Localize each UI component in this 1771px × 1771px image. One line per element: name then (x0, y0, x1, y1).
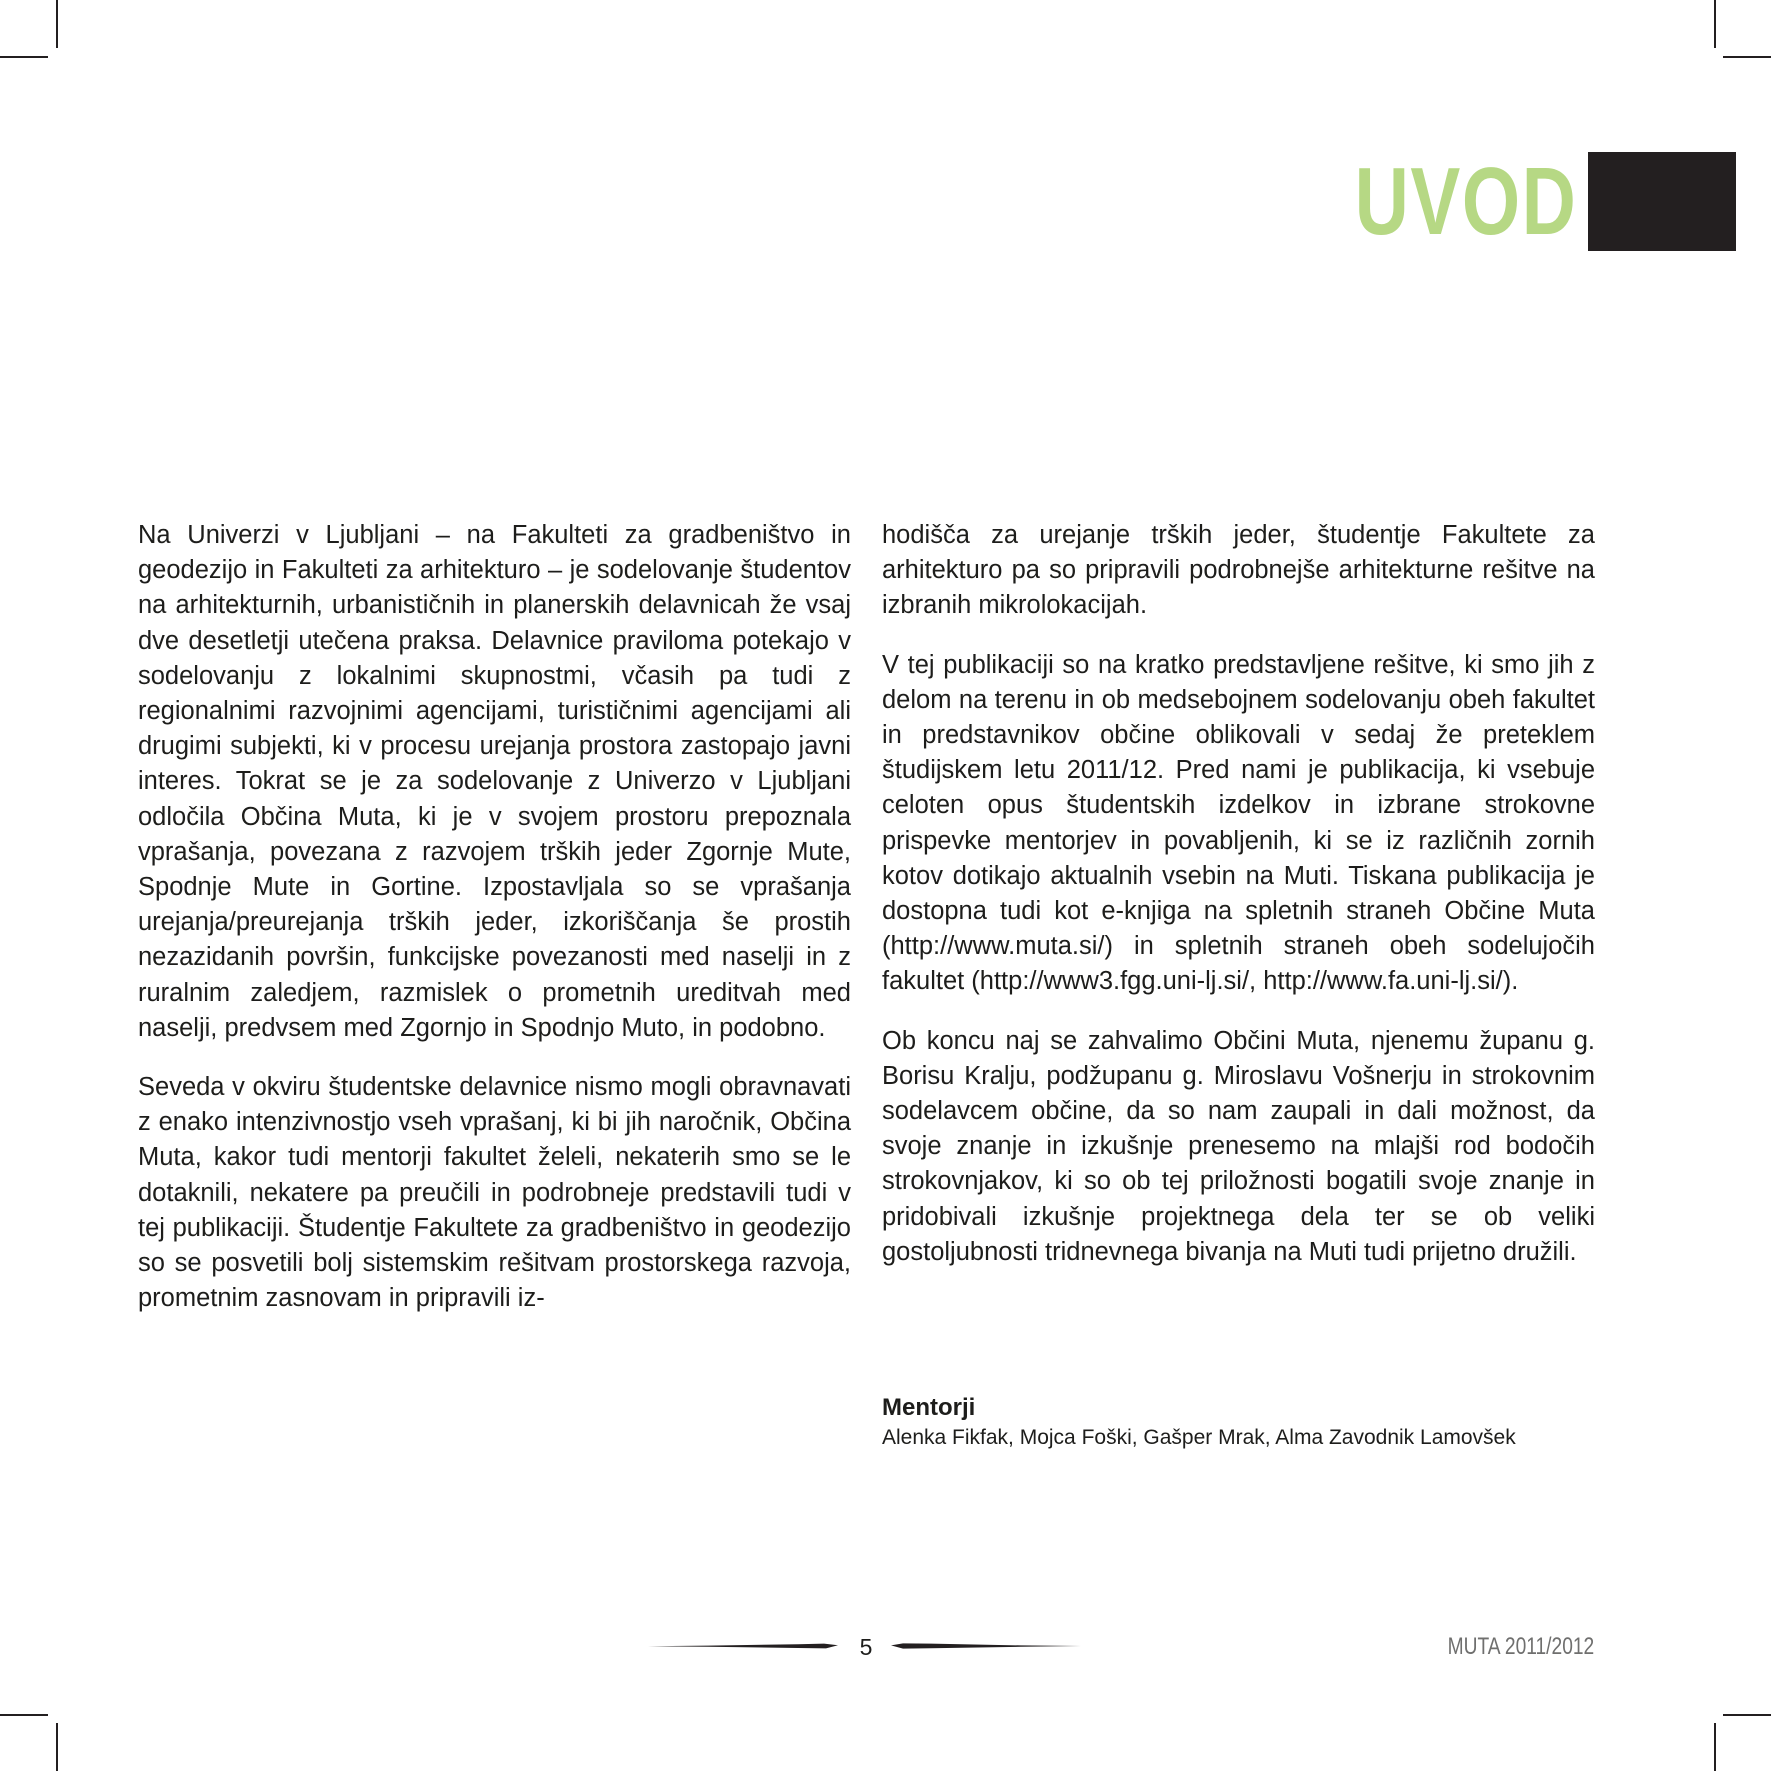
chapter-title: UVOD (1354, 148, 1577, 255)
crop-mark-bottom-left (56, 1723, 58, 1771)
chapter-title-block (1588, 152, 1736, 251)
publication-name: MUTA 2011/2012 (1447, 1633, 1594, 1660)
right-paragraph-1: hodišča za urejanje trških jeder, študentje Fakultete za arhitekturo pa so pripravili podrobnejše arhitekturne rešitve na izbranih mikrolokacijah. (882, 521, 1595, 620)
crop-mark-top-left (56, 0, 58, 48)
crop-mark-bottom-right (1714, 1723, 1716, 1771)
right-paragraph-3: Ob koncu naj se zahvalimo Občini Muta, njenemu županu g. Borisu Kralju, podžupanu g. Miroslavu Vošnerju in strokovnim sodelavcem občine, da so nam zaupali in dali možnost, da svoje znanje in izkušnje prenesemo na mlajši rod bodočih strokovnjakov, ki so ob tej priložnosti bogatili svoje znanje in pridobivali izkušnje projektnega dela ter se ob veliki gostoljubnosti tridnevnega bivanja na Muti tudi prijetno družili. (882, 1026, 1595, 1266)
right-text-column (882, 518, 1595, 1294)
mentors-heading: Mentorji (882, 1394, 976, 1421)
footer-brush-stroke-left (648, 1642, 838, 1650)
mentors-names: Alenka Fikfak, Mojca Foški, Gašper Mrak, Alma Zavodnik Lamovšek (882, 1426, 1516, 1449)
crop-mark-left-top (0, 56, 48, 58)
footer-brush-stroke-right (891, 1642, 1081, 1650)
crop-mark-left-bottom (0, 1714, 48, 1716)
left-paragraph-1: Na Univerzi v Ljubljani – na Fakulteti za gradbeništvo in geodezijo in Fakulteti za arhitekturo – je sodelovanje študentov na arhitekturnih, urbanističnih in planerskih delavnicah že vsaj dve desetletji utečena praksa. Delavnice praviloma potekajo v sodelovanju z lokalnimi skupnostmi, včasih pa tudi z regionalnimi razvojnimi agencijami, turističnimi agencijami ali drugimi subjekti, ki v procesu urejanja prostora zastopajo javni interes. Tokrat se je za sodelovanje z Univerzo v Ljubljani odločila Občina Muta, ki je v svojem prostoru prepoznala vprašanja, povezana z razvojem trških jeder Zgornje Mute, Spodnje Mute in Gortine. Izpostavljala so se vprašanja urejanja/preurejanja trških jeder, izkoriščanja še prostih nezazidanih površin, funkcijske povezanosti med naselji in z ruralnim zaledjem, razmislek o prometnih ureditvah med naselji, predvsem med Zgornjo in Spodnjo Muto, in podobno. (138, 521, 851, 1042)
left-text-column (138, 518, 851, 1340)
mentors-block (882, 1393, 1642, 1453)
page-number: 5 (859, 1634, 873, 1660)
crop-mark-right-top (1723, 56, 1771, 58)
right-paragraph-2: V tej publikaciji so na kratko predstavljene rešitve, ki smo jih z delom na terenu in ob medsebojnem sodelovanju obeh fakultet in predstavnikov občine oblikovali v sedaj že preteklem študijskem letu 2011/12. Pred nami je publikacija, ki vsebuje celoten opus študentskih izdelkov in izbrane strokovne prispevke mentorjev in povabljenih, ki se iz različnih zornih kotov dotikajo aktualnih vsebin na Muti. Tiskana publikacija je dostopna tudi kot e-knjiga na spletnih straneh Občine Muta (http://www.muta.si/) in spletnih straneh obeh sodelujočih fakultet (http://www3.fgg.uni-lj.si/, http://www.fa.uni-lj.si/). (882, 650, 1595, 996)
crop-mark-top-right (1714, 0, 1716, 48)
crop-mark-right-bottom (1723, 1714, 1771, 1716)
left-paragraph-2: Seveda v okviru študentske delavnice nismo mogli obravnavati z enako intenzivnostjo vseh vprašanj, ki bi jih naročnik, Občina Muta, kakor tudi mentorji fakultet želeli, nekaterih smo se le dotaknili, nekatere pa preučili in podrobneje predstavili tudi v tej publikaciji. Študentje Fakultete za gradbeništvo in geodezijo so se posvetili bolj sistemskim rešitvam prostorskega razvoja, prometnim zasnovam in pripravili iz- (138, 1073, 851, 1313)
